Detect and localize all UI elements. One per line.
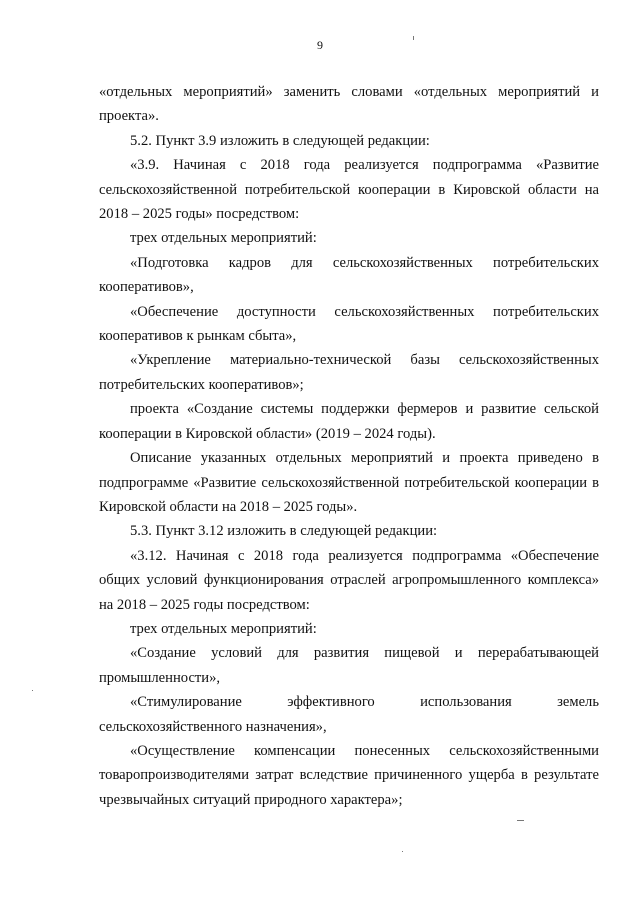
paragraph: трех отдельных мероприятий: (130, 620, 317, 637)
paragraph: «3.12. Начиная с 2018 года реализуется подпрограмма «Обеспечение общих условий функционирования отраслей агропромышленного комплекса» на 2018 – 2025 годы посредством: (99, 547, 599, 613)
page-number: 9 (317, 38, 323, 52)
paragraph: Описание указанных отдельных мероприятий и проекта приведено в подпрограмме «Развитие сельскохозяйственной потребительской кооперации в Кировской области на 2018 – 2025 годы». (99, 450, 599, 515)
paragraph: «Обеспечение доступности сельскохозяйственных потребительских кооперативов к рынкам сбыта», (99, 303, 599, 345)
paragraph: трех отдельных мероприятий: (130, 230, 317, 247)
paragraph: «Создание условий для развития пищевой и перерабатывающей промышленности», (99, 645, 599, 686)
scan-speck (402, 851, 403, 852)
paragraph: «Подготовка кадров для сельскохозяйственных потребительских кооперативов», (99, 254, 599, 296)
scan-speck (32, 690, 33, 691)
paragraph: 5.3. Пункт 3.12 изложить в следующей редакции: (130, 523, 438, 540)
paragraph: «отдельных мероприятий» заменить словами «отдельных мероприятий и проекта». (99, 84, 599, 125)
paragraph: «Стимулирование эффективного использования земель сельскохозяйственного назначения», (99, 694, 599, 735)
paragraph: «Осуществление компенсации понесенных сельскохозяйственными товаропроизводителями затрат вследствие причиненного ущерба в результате чрезвычайных ситуаций природного характера»; (99, 742, 599, 808)
paragraph: 5.2. Пункт 3.9 изложить в следующей редакции: (130, 132, 430, 149)
scan-speck (517, 820, 524, 821)
paragraph: «Укрепление материально-технической базы сельскохозяйственных потребительских кооперативов»; (99, 352, 599, 393)
document-body (99, 80, 599, 812)
paragraph: «3.9. Начиная с 2018 года реализуется подпрограмма «Развитие сельскохозяйственной потребительской кооперации в Кировской области на 2018 – 2025 годы» посредством: (99, 157, 599, 223)
scan-speck (413, 36, 414, 40)
paragraph: проекта «Создание системы поддержки фермеров и развитие сельской кооперации в Кировской области» (2019 – 2024 годы). (99, 401, 599, 442)
